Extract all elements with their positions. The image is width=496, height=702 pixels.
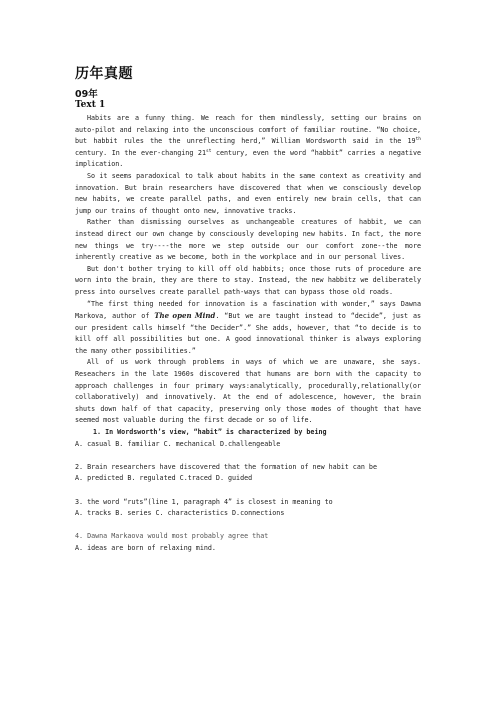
paragraph-5: “The first thing needed for innovation is a fascination with wonder,” says Dawna Markova, author of The open Mind. “But we are taught instead to “decide”, just as our president calls himself “the Decider”.” She adds, however, that “to decide is to kill off all possibilities but one. A good innovational thinker is always exploring the many other possibilities.” bbox=[75, 299, 422, 355]
text-label: Text 1 bbox=[75, 100, 106, 110]
page-title: 历年真题 bbox=[75, 66, 133, 82]
paragraph-6: All of us work through problems in ways of which we are unaware, she says. Reseachers in the late 1960s discovered that humans are born with the capacity to approach challenges in four primary ways:analytically, procedurally,relationally(or collaboratively) and innovatively. At the end of adolescence, however, the brain shuts down half of that capacity, preserving only those modes of thought that have seemed most valuable during the first decade or so of life. bbox=[75, 358, 421, 425]
question-3-stem: 3. the word “ruts”(line 1, paragraph 4” is closest in meaning to bbox=[75, 497, 333, 506]
paragraph-1: Habits are a funny thing. We reach for them mindlessly, setting our brains on auto-pilot and relaxing into the unconscious comfort of familiar routine. “No choice, but habbit rules the the unreflecting herd,” William Wordsworth said in the 19th century. In the ever-changing 21st century, even the word “habbit” carries a negative implication. bbox=[75, 114, 422, 169]
question-4-options: A. ideas are born of relaxing mind. bbox=[75, 543, 216, 552]
question-2-stem: 2. Brain researchers have discovered that the formation of new habit can be bbox=[75, 462, 377, 471]
question-4-stem: 4. Dawna Markaova would most probably agree that bbox=[75, 532, 269, 541]
question-3-options: A. tracks B. series C. characteristics D.connections bbox=[75, 509, 285, 518]
section-year: 09年 bbox=[75, 89, 98, 100]
question-1-stem: 1. In Wordsworth’s view, “habit” is characterized by being bbox=[93, 428, 327, 437]
paragraph-4: But don't bother trying to kill off old habbits; once those ruts of procedure are worn into the brain, they are there to stay. Instead, the new habbitz we deliberately press into ourselves create parallel path-ways that can bypass those old roads. bbox=[75, 264, 421, 296]
book-title: The open Mind bbox=[154, 311, 216, 321]
passage-body bbox=[75, 113, 421, 555]
paragraph-3: Rather than dismissing ourselves as unchangeable creatures of habbit, we can instead direct our own change by consciously developing new habits. In fact, the more new things we try----the more we step outside our our comfort zone--the more inherently creative as we become, both in the workplace and in our personal lives. bbox=[75, 218, 421, 262]
question-2-options: A. predicted B. regulated C.traced D. guided bbox=[75, 474, 253, 483]
paragraph-2: So it seems paradoxical to talk about habits in the same context as creativity and innovation. But brain researchers have discovered that when we consciously develop new habits, we create parallel paths, and even entirely new brain cells, that can jump our trains of thought onto new, innovative tracks. bbox=[75, 171, 421, 215]
question-1-options: A. casual B. familiar C. mechanical D.challengeable bbox=[75, 439, 281, 448]
